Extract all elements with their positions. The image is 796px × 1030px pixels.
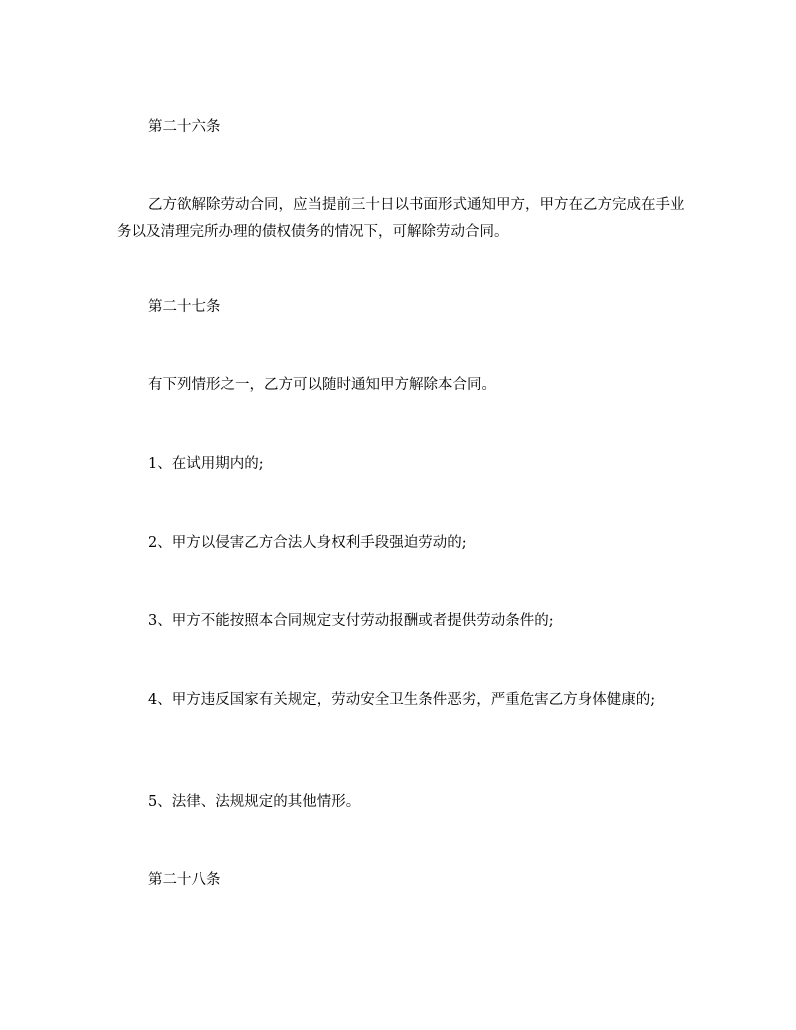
list-item-2: 2、甲方以侵害乙方合法人身权利手段强迫劳动的; — [148, 535, 467, 551]
article-26-body: 乙方欲解除劳动合同，应当提前三十日以书面形式通知甲方，甲方在乙方完成在手业务以及清理完所办理的债权债务的情况下，可解除劳动合同。 — [117, 197, 685, 240]
article-27-intro: 有下列情形之一，乙方可以随时通知甲方解除本合同。 — [148, 377, 496, 393]
list-item-5: 5、法律、法规规定的其他情形。 — [148, 794, 361, 810]
list-item-4: 4、甲方违反国家有关规定，劳动安全卫生条件恶劣，严重危害乙方身体健康的; — [148, 692, 656, 708]
article-28-heading: 第二十八条 — [148, 872, 221, 888]
list-item-1: 1、在试用期内的; — [148, 456, 264, 472]
article-26-heading: 第二十六条 — [148, 119, 221, 135]
article-27-heading: 第二十七条 — [148, 299, 221, 315]
list-item-3: 3、甲方不能按照本合同规定支付劳动报酬或者提供劳动条件的; — [148, 613, 554, 629]
